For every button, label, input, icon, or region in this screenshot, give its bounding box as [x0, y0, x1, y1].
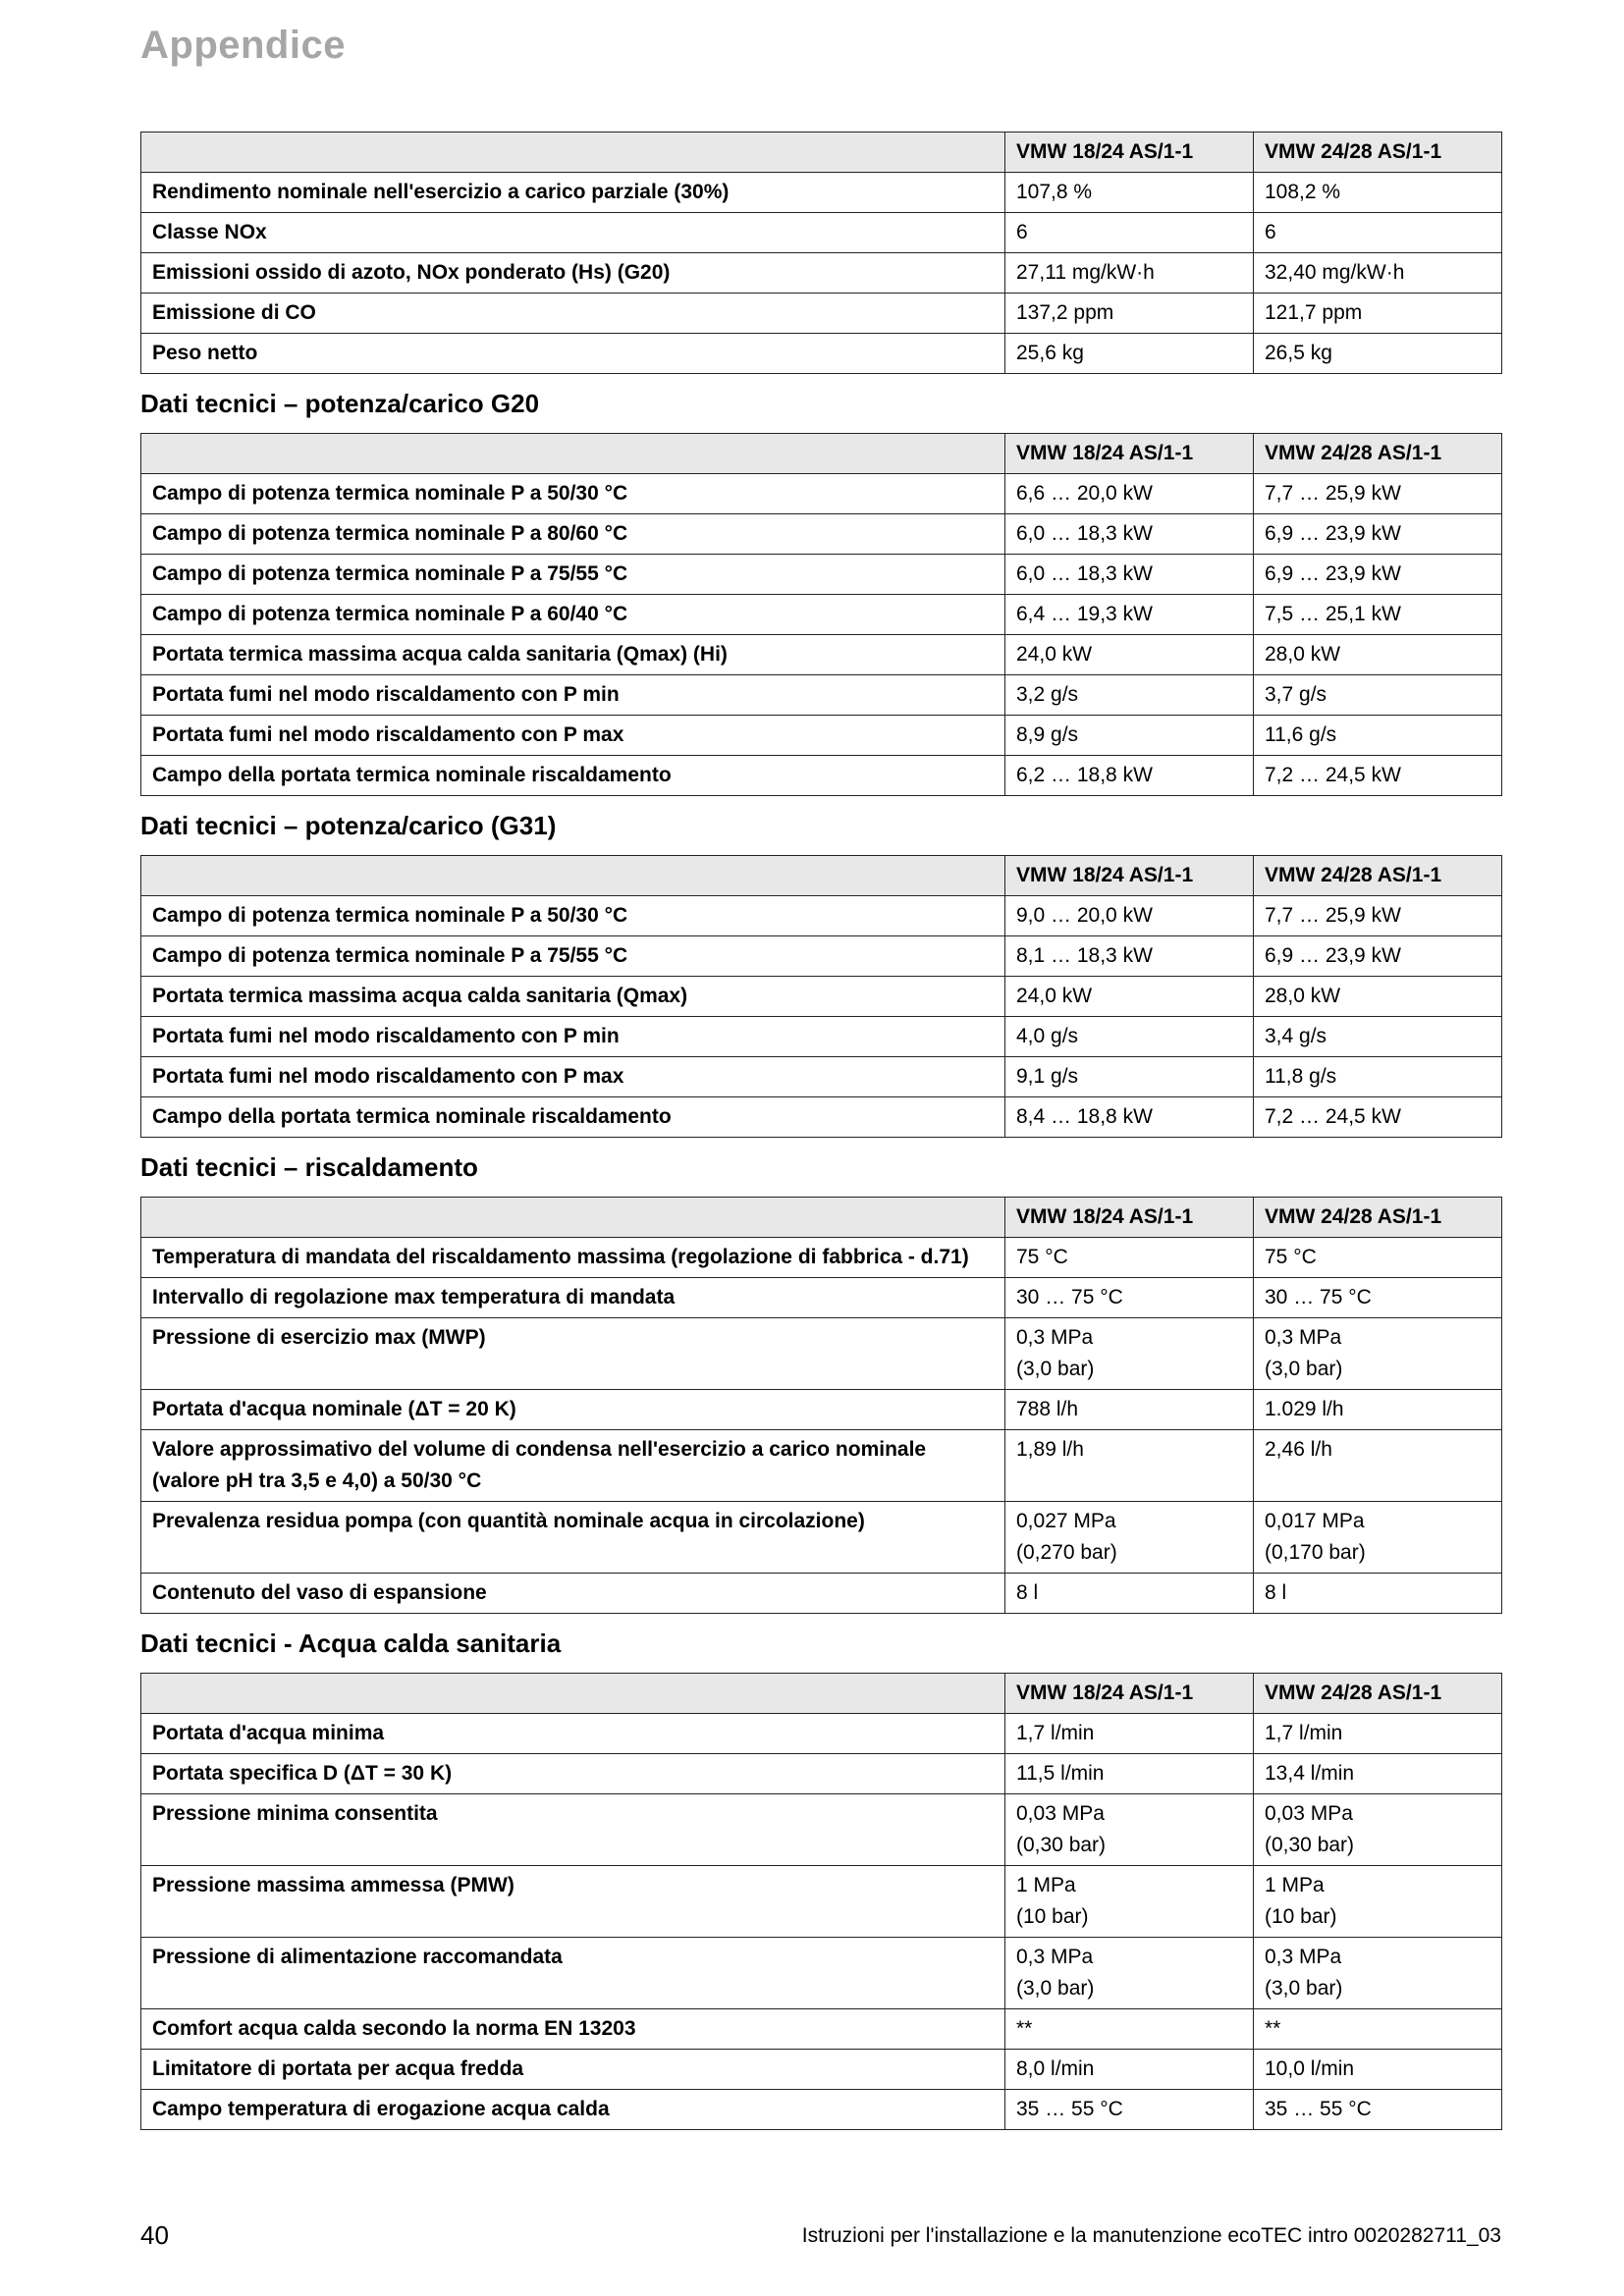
row-label: Campo di potenza termica nominale P a 75/55 °C — [141, 555, 1005, 595]
row-value: 1,89 l/h — [1005, 1430, 1254, 1502]
header-cell-model: VMW 18/24 AS/1-1 — [1005, 1198, 1254, 1238]
footer-text: Istruzioni per l'installazione e la manutenzione ecoTEC intro 0020282711_03 — [801, 2224, 1501, 2247]
row-value: 0,03 MPa (0,30 bar) — [1254, 1794, 1502, 1866]
row-value: 6,2 … 18,8 kW — [1005, 756, 1254, 796]
header-cell-empty — [141, 1198, 1005, 1238]
row-value: 75 °C — [1005, 1238, 1254, 1278]
row-value: 13,4 l/min — [1254, 1754, 1502, 1794]
row-label: Portata termica massima acqua calda sanitaria (Qmax) — [141, 977, 1005, 1017]
row-value: 0,3 MPa (3,0 bar) — [1254, 1318, 1502, 1390]
row-value: 9,0 … 20,0 kW — [1005, 896, 1254, 936]
row-label: Campo di potenza termica nominale P a 50/30 °C — [141, 474, 1005, 514]
row-value: 35 … 55 °C — [1254, 2090, 1502, 2130]
row-value: ** — [1005, 2009, 1254, 2050]
row-value: 11,8 g/s — [1254, 1057, 1502, 1097]
spec-table — [140, 433, 1502, 796]
row-value: 8,1 … 18,3 kW — [1005, 936, 1254, 977]
header-cell-model: VMW 18/24 AS/1-1 — [1005, 434, 1254, 474]
row-value: 32,40 mg/kW·h — [1254, 253, 1502, 294]
table-row — [141, 514, 1502, 555]
row-label: Emissioni ossido di azoto, NOx ponderato (Hs) (G20) — [141, 253, 1005, 294]
table-row — [141, 173, 1502, 213]
row-value: 11,6 g/s — [1254, 716, 1502, 756]
row-value: 121,7 ppm — [1254, 294, 1502, 334]
table-row — [141, 977, 1502, 1017]
section-title: Dati tecnici - Acqua calda sanitaria — [140, 1629, 562, 1658]
row-label: Portata d'acqua minima — [141, 1714, 1005, 1754]
page-header: Appendice — [140, 24, 346, 67]
row-value: 0,3 MPa (3,0 bar) — [1005, 1318, 1254, 1390]
table-row — [141, 2090, 1502, 2130]
row-label: Temperatura di mandata del riscaldamento massima (regolazione di fabbrica - d.71) — [141, 1238, 1005, 1278]
row-label: Campo di potenza termica nominale P a 60/40 °C — [141, 595, 1005, 635]
table-row — [141, 1278, 1502, 1318]
table-header-row — [141, 434, 1502, 474]
table-header-row — [141, 133, 1502, 173]
row-value: 6,4 … 19,3 kW — [1005, 595, 1254, 635]
row-value: 1 MPa (10 bar) — [1254, 1866, 1502, 1938]
row-label: Portata termica massima acqua calda sanitaria (Qmax) (Hi) — [141, 635, 1005, 675]
table-row — [141, 1502, 1502, 1574]
table-row — [141, 334, 1502, 374]
row-label: Valore approssimativo del volume di condensa nell'esercizio a carico nominale (valore pH tra 3,5 e 4,0) a 50/30 °C — [141, 1430, 1005, 1502]
row-value: 8,4 … 18,8 kW — [1005, 1097, 1254, 1138]
row-value: 11,5 l/min — [1005, 1754, 1254, 1794]
table-header-row — [141, 1198, 1502, 1238]
row-label: Campo temperatura di erogazione acqua calda — [141, 2090, 1005, 2130]
row-label: Intervallo di regolazione max temperatura di mandata — [141, 1278, 1005, 1318]
row-value: 10,0 l/min — [1254, 2050, 1502, 2090]
table-row — [141, 474, 1502, 514]
row-value: 7,2 … 24,5 kW — [1254, 1097, 1502, 1138]
row-value: 1,7 l/min — [1005, 1714, 1254, 1754]
table-row — [141, 635, 1502, 675]
row-value: 1.029 l/h — [1254, 1390, 1502, 1430]
row-label: Campo di potenza termica nominale P a 80/60 °C — [141, 514, 1005, 555]
row-value: 3,4 g/s — [1254, 1017, 1502, 1057]
header-cell-model: VMW 18/24 AS/1-1 — [1005, 856, 1254, 896]
row-value: 28,0 kW — [1254, 977, 1502, 1017]
table-row — [141, 1430, 1502, 1502]
table-row — [141, 253, 1502, 294]
table-row — [141, 1866, 1502, 1938]
row-value: 108,2 % — [1254, 173, 1502, 213]
row-value: 6,6 … 20,0 kW — [1005, 474, 1254, 514]
row-value: 0,017 MPa (0,170 bar) — [1254, 1502, 1502, 1574]
table-row — [141, 555, 1502, 595]
table-row — [141, 1390, 1502, 1430]
row-label: Contenuto del vaso di espansione — [141, 1574, 1005, 1614]
row-value: 6 — [1005, 213, 1254, 253]
section-title: Dati tecnici – riscaldamento — [140, 1152, 478, 1182]
row-value: 75 °C — [1254, 1238, 1502, 1278]
row-value: 4,0 g/s — [1005, 1017, 1254, 1057]
row-value: 7,5 … 25,1 kW — [1254, 595, 1502, 635]
row-value: 27,11 mg/kW·h — [1005, 253, 1254, 294]
row-value: 788 l/h — [1005, 1390, 1254, 1430]
row-value: 6,9 … 23,9 kW — [1254, 555, 1502, 595]
page-number: 40 — [140, 2220, 169, 2250]
row-label: Classe NOx — [141, 213, 1005, 253]
row-value: 0,027 MPa (0,270 bar) — [1005, 1502, 1254, 1574]
row-label: Campo di potenza termica nominale P a 75/55 °C — [141, 936, 1005, 977]
table-row — [141, 213, 1502, 253]
row-label: Campo della portata termica nominale riscaldamento — [141, 756, 1005, 796]
spec-content — [140, 132, 1501, 2130]
spec-table — [140, 1673, 1502, 2130]
section-title: Dati tecnici – potenza/carico (G31) — [140, 811, 557, 840]
row-label: Pressione di esercizio max (MWP) — [141, 1318, 1005, 1390]
row-label: Portata fumi nel modo riscaldamento con P max — [141, 1057, 1005, 1097]
row-value: 35 … 55 °C — [1005, 2090, 1254, 2130]
table-row — [141, 1318, 1502, 1390]
header-cell-model: VMW 18/24 AS/1-1 — [1005, 133, 1254, 173]
row-label: Portata fumi nel modo riscaldamento con P min — [141, 675, 1005, 716]
table-header-row — [141, 1674, 1502, 1714]
spec-table — [140, 1197, 1502, 1614]
row-value: 30 … 75 °C — [1254, 1278, 1502, 1318]
row-label: Rendimento nominale nell'esercizio a carico parziale (30%) — [141, 173, 1005, 213]
row-value: 7,2 … 24,5 kW — [1254, 756, 1502, 796]
row-label: Limitatore di portata per acqua fredda — [141, 2050, 1005, 2090]
row-value: 1,7 l/min — [1254, 1714, 1502, 1754]
row-value: 0,3 MPa (3,0 bar) — [1005, 1938, 1254, 2009]
table-row — [141, 1017, 1502, 1057]
header-cell-model: VMW 24/28 AS/1-1 — [1254, 434, 1502, 474]
row-value: 8 l — [1005, 1574, 1254, 1614]
row-label: Campo della portata termica nominale riscaldamento — [141, 1097, 1005, 1138]
table-row — [141, 675, 1502, 716]
row-label: Comfort acqua calda secondo la norma EN 13203 — [141, 2009, 1005, 2050]
row-value: 8,0 l/min — [1005, 2050, 1254, 2090]
table-row — [141, 2009, 1502, 2050]
row-value: 7,7 … 25,9 kW — [1254, 896, 1502, 936]
header-cell-model: VMW 24/28 AS/1-1 — [1254, 856, 1502, 896]
section-title: Dati tecnici – potenza/carico G20 — [140, 389, 540, 418]
row-value: 28,0 kW — [1254, 635, 1502, 675]
row-value: 3,2 g/s — [1005, 675, 1254, 716]
row-label: Portata specifica D (ΔT = 30 K) — [141, 1754, 1005, 1794]
row-value: 24,0 kW — [1005, 635, 1254, 675]
row-label: Portata fumi nel modo riscaldamento con P max — [141, 716, 1005, 756]
table-row — [141, 2050, 1502, 2090]
row-value: 8 l — [1254, 1574, 1502, 1614]
row-label: Pressione di alimentazione raccomandata — [141, 1938, 1005, 2009]
row-value: 24,0 kW — [1005, 977, 1254, 1017]
row-label: Campo di potenza termica nominale P a 50/30 °C — [141, 896, 1005, 936]
row-value: 1 MPa (10 bar) — [1005, 1866, 1254, 1938]
row-value: 7,7 … 25,9 kW — [1254, 474, 1502, 514]
table-row — [141, 1714, 1502, 1754]
header-cell-model: VMW 24/28 AS/1-1 — [1254, 1674, 1502, 1714]
table-row — [141, 1794, 1502, 1866]
row-value: 30 … 75 °C — [1005, 1278, 1254, 1318]
row-value: 3,7 g/s — [1254, 675, 1502, 716]
header-cell-empty — [141, 434, 1005, 474]
table-row — [141, 1057, 1502, 1097]
row-value: 107,8 % — [1005, 173, 1254, 213]
row-value: 137,2 ppm — [1005, 294, 1254, 334]
row-value: 2,46 l/h — [1254, 1430, 1502, 1502]
header-cell-model: VMW 24/28 AS/1-1 — [1254, 1198, 1502, 1238]
table-header-row — [141, 856, 1502, 896]
table-row — [141, 1574, 1502, 1614]
row-label: Prevalenza residua pompa (con quantità nominale acqua in circolazione) — [141, 1502, 1005, 1574]
row-value: 25,6 kg — [1005, 334, 1254, 374]
row-label: Pressione minima consentita — [141, 1794, 1005, 1866]
row-value: 6,9 … 23,9 kW — [1254, 936, 1502, 977]
table-row — [141, 756, 1502, 796]
table-row — [141, 595, 1502, 635]
row-label: Portata fumi nel modo riscaldamento con P min — [141, 1017, 1005, 1057]
header-cell-model: VMW 24/28 AS/1-1 — [1254, 133, 1502, 173]
row-value: 9,1 g/s — [1005, 1057, 1254, 1097]
row-label: Pressione massima ammessa (PMW) — [141, 1866, 1005, 1938]
spec-table — [140, 855, 1502, 1138]
header-cell-model: VMW 18/24 AS/1-1 — [1005, 1674, 1254, 1714]
table-row — [141, 1097, 1502, 1138]
row-value: 0,03 MPa (0,30 bar) — [1005, 1794, 1254, 1866]
header-cell-empty — [141, 856, 1005, 896]
row-value: 6,0 … 18,3 kW — [1005, 555, 1254, 595]
row-value: 0,3 MPa (3,0 bar) — [1254, 1938, 1502, 2009]
table-row — [141, 1938, 1502, 2009]
row-label: Portata d'acqua nominale (ΔT = 20 K) — [141, 1390, 1005, 1430]
row-value: 26,5 kg — [1254, 334, 1502, 374]
row-value: 6,9 … 23,9 kW — [1254, 514, 1502, 555]
row-value: 8,9 g/s — [1005, 716, 1254, 756]
table-row — [141, 716, 1502, 756]
row-value: 6,0 … 18,3 kW — [1005, 514, 1254, 555]
table-row — [141, 936, 1502, 977]
header-cell-empty — [141, 1674, 1005, 1714]
spec-table — [140, 132, 1502, 374]
table-row — [141, 294, 1502, 334]
row-label: Emissione di CO — [141, 294, 1005, 334]
row-value: ** — [1254, 2009, 1502, 2050]
table-row — [141, 896, 1502, 936]
table-row — [141, 1238, 1502, 1278]
row-value: 6 — [1254, 213, 1502, 253]
table-row — [141, 1754, 1502, 1794]
header-cell-empty — [141, 133, 1005, 173]
row-label: Peso netto — [141, 334, 1005, 374]
